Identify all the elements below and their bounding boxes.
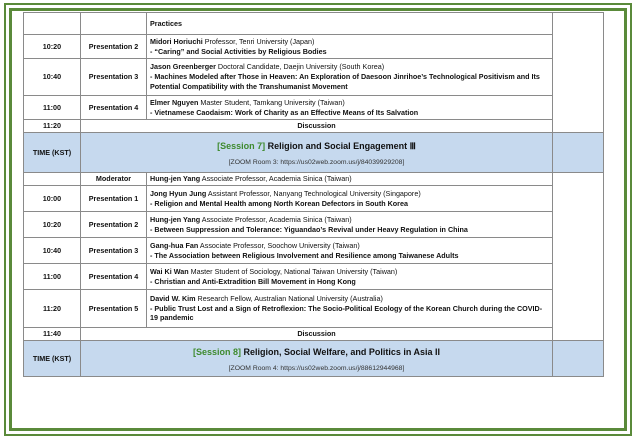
time-cell: 10:20 <box>24 212 81 238</box>
time-cell: 11:20 <box>24 120 81 133</box>
presenter-affiliation: Associate Professor, Soochow University (Taiwan) <box>198 240 360 250</box>
moderator-detail <box>147 173 553 186</box>
presenter-affiliation: Research Fellow, Australian National University (Australia) <box>195 293 383 303</box>
table-row <box>24 186 604 212</box>
table-row <box>24 173 604 186</box>
presenter-affiliation: Professor, Tenri University (Japan) <box>202 36 315 46</box>
presentation-title: - Machines Modeled after Those in Heaven: An Exploration of Daesoon Jinrihoe’s Technological Positivism and Its Potential Compatibility with the Transhumanist Movement <box>150 72 540 91</box>
session-name: Religion, Social Welfare, and Politics in Asia II <box>240 347 441 357</box>
presentation-title: - Between Suppression and Tolerance: Yiguandao’s Revival under Heavy Regulation in China <box>150 224 468 234</box>
presenter-affiliation: Associate Professor, Academia Sinica (Taiwan) <box>200 214 352 224</box>
time-cell: 11:00 <box>24 96 81 120</box>
moderator-affiliation: Associate Professor, Academia Sinica (Taiwan) <box>200 174 352 184</box>
presenter-affiliation: Master Student, Tamkang University (Taiwan) <box>198 97 345 107</box>
presentation-title: - Religion and Mental Health among North Korean Defectors in South Korea <box>150 198 408 208</box>
presenter-name: Jong Hyun Jung <box>150 188 207 198</box>
session-title <box>84 342 549 358</box>
table-row <box>24 290 604 328</box>
zoom-link: [ZOOM Room 4: https://us02web.zoom.us/j/88612944968] <box>228 365 405 373</box>
session-header <box>81 341 553 377</box>
presenter-name: Gang-hua Fan <box>150 240 199 250</box>
extra-cell <box>553 173 604 341</box>
presenter-affiliation: Master Student of Sociology, National Taiwan University (Taiwan) <box>188 266 398 276</box>
presentation-label: Presentation 3 <box>81 238 147 264</box>
extra-cell <box>553 341 604 377</box>
extra-cell <box>553 133 604 173</box>
session-title <box>84 136 549 152</box>
table-row <box>24 264 604 290</box>
time-cell: 10:20 <box>24 35 81 59</box>
session-header <box>81 133 553 173</box>
presentation-title: - Vietnamese Caodaism: Work of Charity as an Effective Means of Its Salvation <box>150 107 419 117</box>
table-row <box>24 328 604 341</box>
presenter-affiliation: Doctoral Candidate, Daejin University (South Korea) <box>215 62 385 72</box>
presentation-detail <box>147 186 553 212</box>
table-row <box>24 59 604 96</box>
time-cell: 10:00 <box>24 186 81 212</box>
time-cell: 11:00 <box>24 264 81 290</box>
presentation-detail <box>147 96 553 120</box>
presenter-name: Hung-jen Yang <box>150 214 201 224</box>
presentation-label: Presentation 4 <box>81 96 147 120</box>
session-number: [Session 7] <box>217 140 266 151</box>
presentation-label: Presentation 1 <box>81 186 147 212</box>
presenter-affiliation: Assistant Professor, Nanyang Technological University (Singapore) <box>206 188 421 198</box>
presentation-label: Presentation 4 <box>81 264 147 290</box>
time-cell: 10:40 <box>24 238 81 264</box>
presentation-label: Presentation 5 <box>81 290 147 328</box>
presenter-name: Elmer Nguyen <box>150 97 199 107</box>
discussion-label: Discussion <box>81 120 553 133</box>
time-cell: 11:40 <box>24 328 81 341</box>
session-number: [Session 8] <box>192 347 241 357</box>
session-header-row <box>24 341 604 377</box>
table-row <box>24 96 604 120</box>
presentation-detail <box>147 212 553 238</box>
detail-cell <box>147 13 553 35</box>
continuation-text: Practices <box>150 18 182 28</box>
presentation-label: Presentation 3 <box>81 59 147 96</box>
type-cell <box>81 13 147 35</box>
table-row <box>24 238 604 264</box>
presenter-name: Wai Ki Wan <box>150 266 189 276</box>
extra-cell <box>553 13 604 133</box>
presentation-detail <box>147 264 553 290</box>
presentation-label: Presentation 2 <box>81 212 147 238</box>
presentation-detail <box>147 35 553 59</box>
time-cell: 11:20 <box>24 290 81 328</box>
presentation-label: Presentation 2 <box>81 35 147 59</box>
time-kst-label: TIME (KST) <box>24 341 81 377</box>
presentation-title: - Christian and Anti-Extradition Bill Movement in Hong Kong <box>150 276 356 286</box>
moderator-name: Hung-jen Yang <box>150 174 201 184</box>
presenter-name: Midori Horiuchi <box>150 36 203 46</box>
session-header-row <box>24 133 604 173</box>
session-name: Religion and Social Engagement Ⅲ <box>265 140 416 151</box>
table-row <box>24 35 604 59</box>
presenter-name: David W. Kim <box>150 293 196 303</box>
program-table <box>23 12 604 377</box>
moderator-label: Moderator <box>81 173 147 186</box>
table-row <box>24 120 604 133</box>
presentation-detail <box>147 59 553 96</box>
presenter-name: Jason Greenberger <box>150 62 216 72</box>
presentation-title: - Public Trust Lost and a Sign of Retroflexion: The Socio-Political Ecology of the Korean Church during the COVID-19 pandemic <box>150 303 543 323</box>
discussion-label: Discussion <box>81 328 553 341</box>
time-cell <box>24 13 81 35</box>
presentation-detail <box>147 238 553 264</box>
time-cell: 10:40 <box>24 59 81 96</box>
table-row <box>24 212 604 238</box>
presentation-title: - The Association between Religious Involvement and Resilience among Taiwanese Adults <box>150 250 459 260</box>
table-row <box>24 13 604 35</box>
presentation-title: - “Caring” and Social Activities by Religious Bodies <box>150 46 327 56</box>
presentation-detail <box>147 290 553 328</box>
time-kst-label: TIME (KST) <box>24 133 81 173</box>
time-cell <box>24 173 81 186</box>
zoom-link: [ZOOM Room 3: https://us02web.zoom.us/j/84039929208] <box>228 158 405 166</box>
